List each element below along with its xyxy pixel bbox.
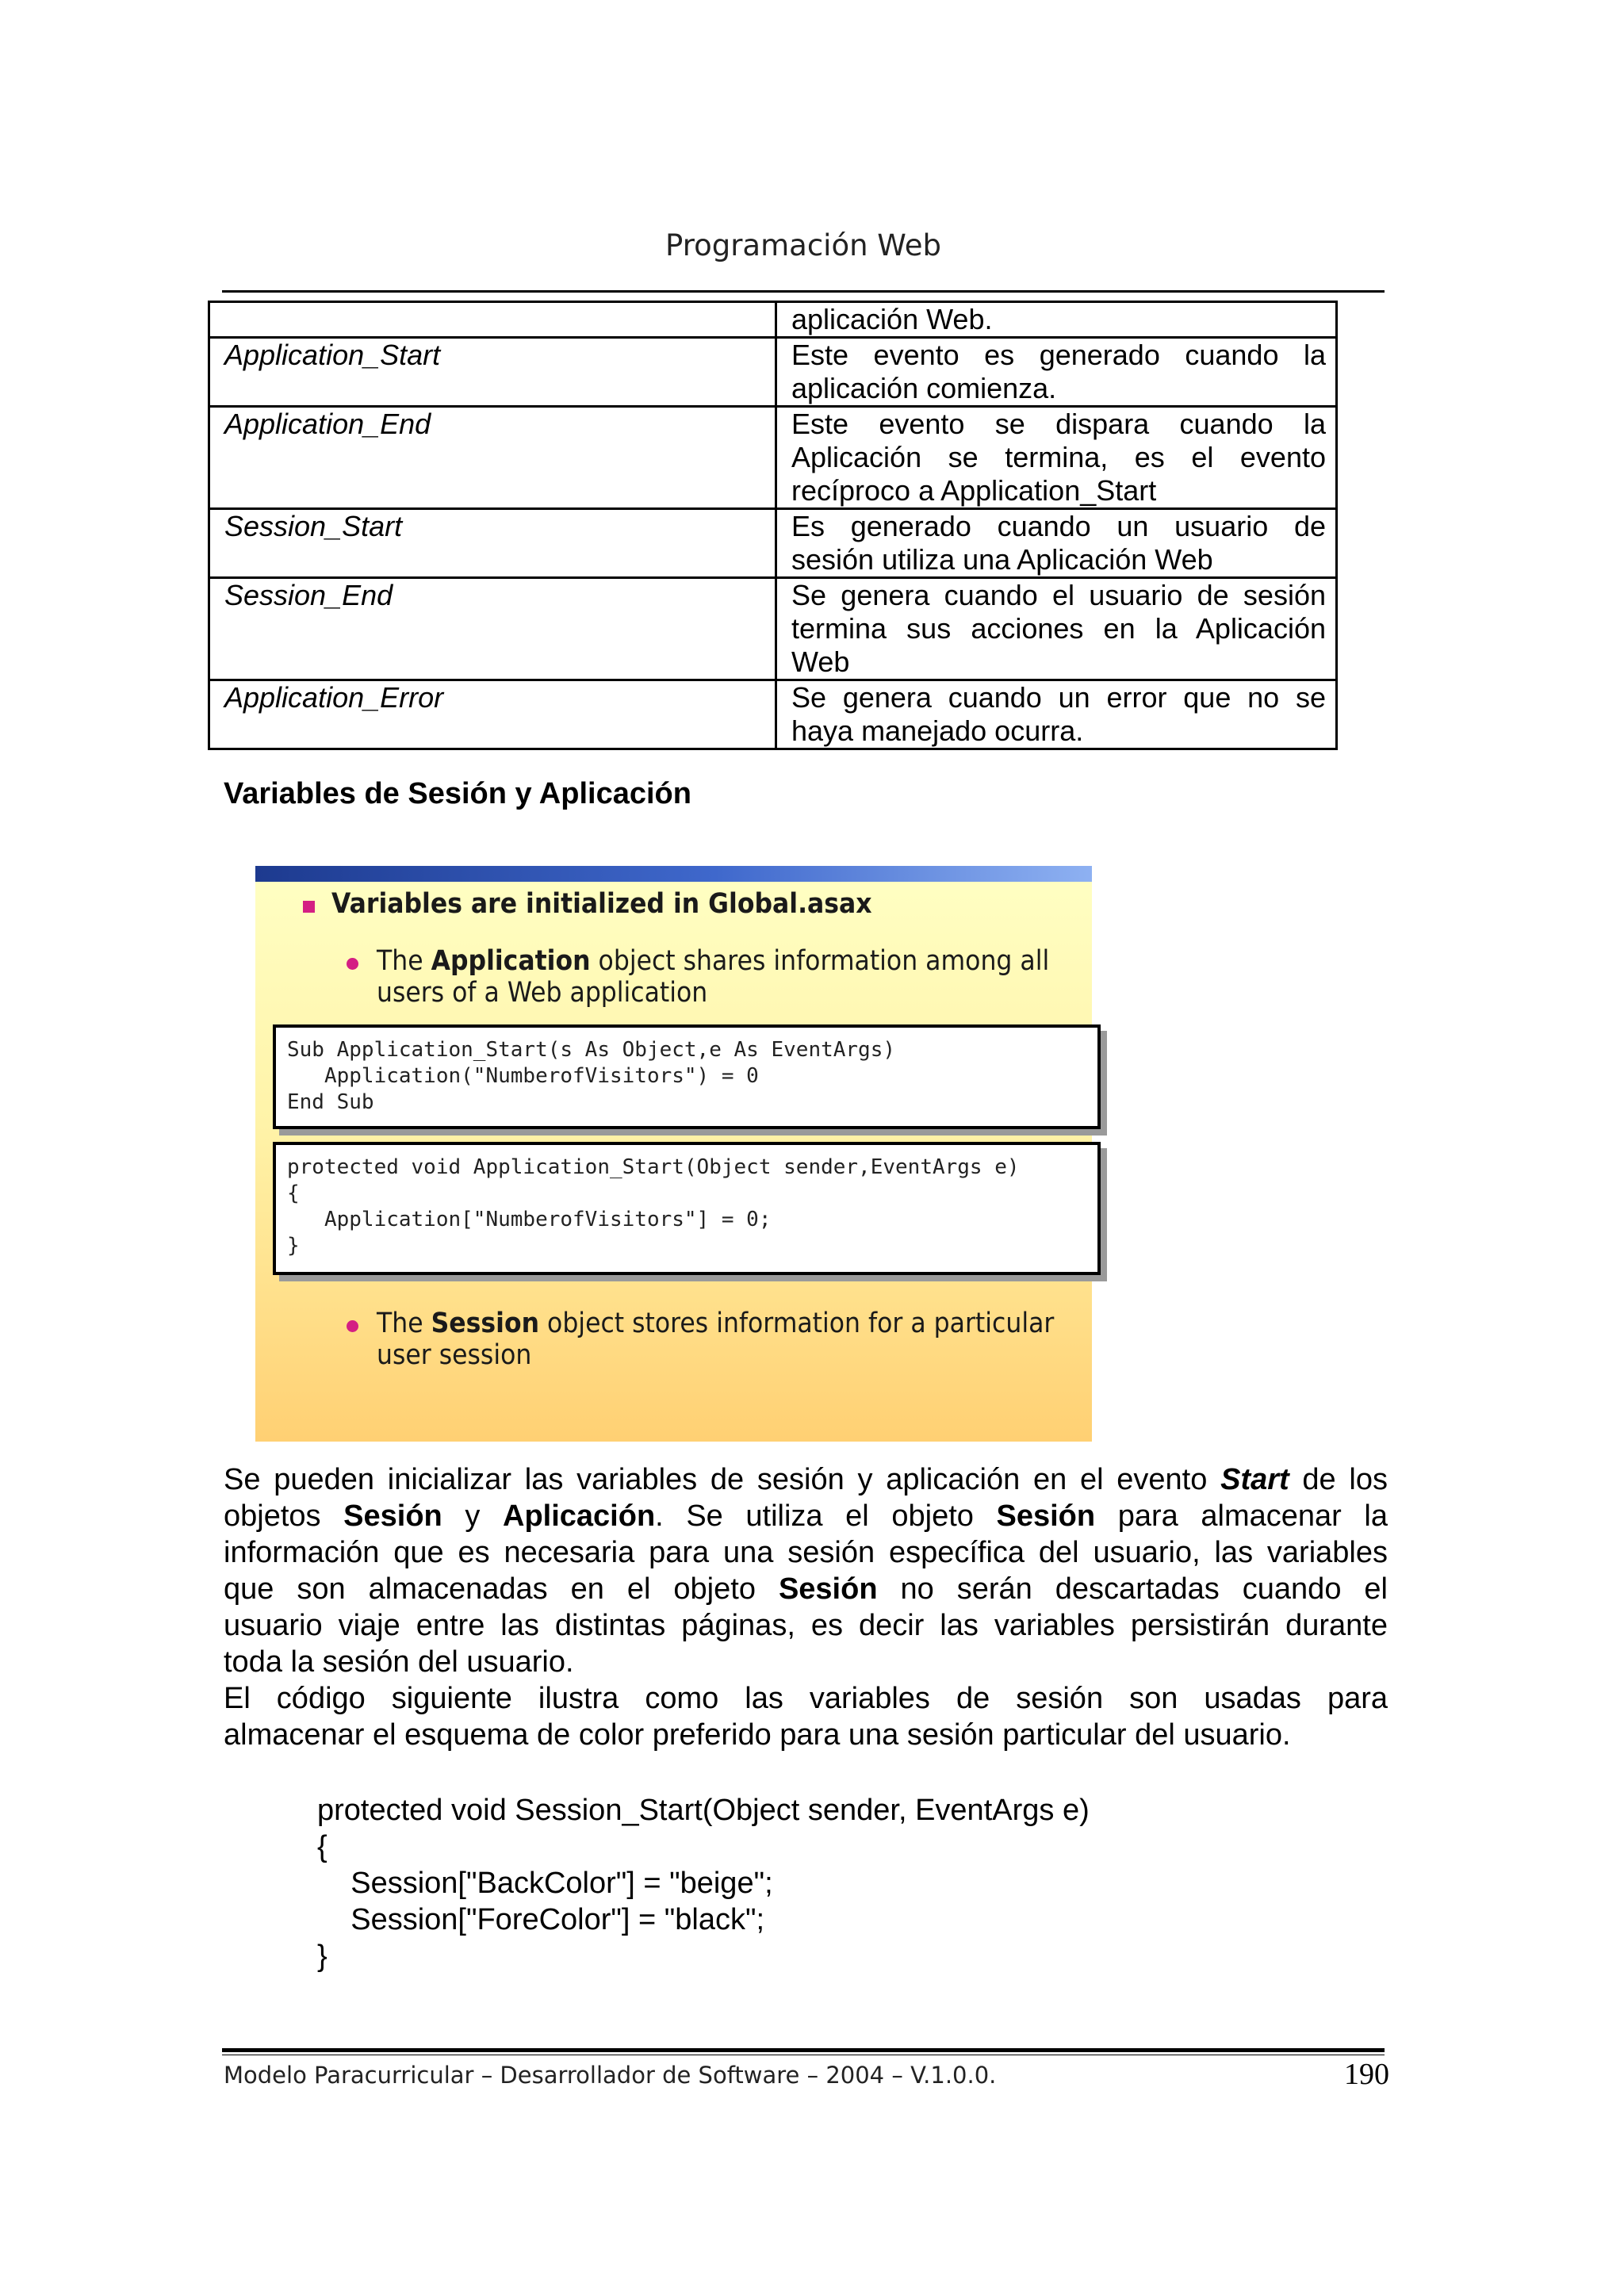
vb-code: Sub Application_Start(s As Object,e As EventArgs) Application("NumberofVisitors") = 0 End Sub <box>287 1038 896 1114</box>
paragraph-line: almacenar el esquema de color preferido para una sesión particular del usuario. <box>224 1718 1291 1752</box>
vb-code-box <box>273 1024 1101 1129</box>
header-rule <box>222 290 1385 293</box>
table-row <box>209 302 1337 338</box>
event-name-cell: Session_Start <box>209 509 776 578</box>
event-name-cell: Application_Start <box>209 338 776 407</box>
event-description-cell: Este evento es generado cuando la aplicación comienza. <box>776 338 1337 407</box>
event-description-cell: aplicación Web. <box>776 302 1337 338</box>
table-row <box>209 338 1337 407</box>
code-line: Session["BackColor"] = "beige"; <box>317 1867 773 1900</box>
csharp-code: protected void Application_Start(Object sender,EventArgs e) { Application["NumberofVisitors"] = 0; } <box>287 1155 1020 1258</box>
slide-title-bar <box>255 866 1092 882</box>
code-line: } <box>317 1940 327 1973</box>
paragraph-line: Se pueden inicializar las variables de sesión y aplicación en el evento Start de los <box>224 1463 1388 1496</box>
slide-bullet-application: The Application object shares information among all users of a Web application <box>377 945 1050 1009</box>
table-row <box>209 407 1337 509</box>
table-row <box>209 680 1337 749</box>
slide-image <box>255 866 1092 1442</box>
round-bullet-icon <box>347 1320 358 1332</box>
code-line: { <box>317 1830 327 1863</box>
code-line: protected void Session_Start(Object sender, EventArgs e) <box>317 1794 1090 1827</box>
square-bullet-icon <box>303 901 315 913</box>
event-name-cell: Application_End <box>209 407 776 509</box>
event-description-cell: Se genera cuando un error que no se haya manejado ocurra. <box>776 680 1337 749</box>
slide-title: Variables are initialized in Global.asax <box>331 888 872 920</box>
table-row <box>209 578 1337 680</box>
session-start-code <box>317 1792 1090 1974</box>
table-row <box>209 509 1337 578</box>
paragraph-line: El código siguiente ilustra como las variables de sesión son usadas para <box>224 1682 1388 1715</box>
round-bullet-icon <box>347 958 358 970</box>
session-keyword: Session <box>431 1308 540 1339</box>
event-name-cell: Session_End <box>209 578 776 680</box>
event-description-cell: Este evento se dispara cuando la Aplicación se termina, es el evento recíproco a Application_Start <box>776 407 1337 509</box>
event-name-cell: Application_Error <box>209 680 776 749</box>
running-header: Programación Web <box>665 228 941 262</box>
code-line: Session["ForeColor"] = "black"; <box>317 1903 765 1936</box>
footer-rule <box>222 2048 1385 2052</box>
paragraph-line: objetos Sesión y Aplicación. Se utiliza el objeto Sesión para almacenar la <box>224 1499 1388 1533</box>
start-keyword: Start <box>1220 1463 1289 1496</box>
body-paragraph <box>224 1461 1388 1753</box>
footer-text: Modelo Paracurricular – Desarrollador de Software – 2004 – V.1.0.0. <box>224 2062 997 2089</box>
paragraph-line: que son almacenadas en el objeto Sesión no serán descartadas cuando el <box>224 1572 1388 1606</box>
section-heading: Variables de Sesión y Aplicación <box>224 777 691 810</box>
application-keyword: Application <box>431 945 591 977</box>
page-number: 190 <box>1344 2058 1389 2091</box>
paragraph-line: toda la sesión del usuario. <box>224 1645 574 1679</box>
event-name-cell <box>209 302 776 338</box>
event-description-cell: Es generado cuando un usuario de sesión utiliza una Aplicación Web <box>776 509 1337 578</box>
paragraph-line: información que es necesaria para una sesión específica del usuario, las variables <box>224 1536 1388 1569</box>
event-description-cell: Se genera cuando el usuario de sesión termina sus acciones en la Aplicación Web <box>776 578 1337 680</box>
events-table <box>208 301 1338 750</box>
slide-bullet-session: The Session object stores information for a particular user session <box>377 1308 1055 1371</box>
csharp-code-box <box>273 1142 1101 1275</box>
paragraph-line: usuario viaje entre las distintas páginas, es decir las variables persistirán durante <box>224 1609 1388 1642</box>
